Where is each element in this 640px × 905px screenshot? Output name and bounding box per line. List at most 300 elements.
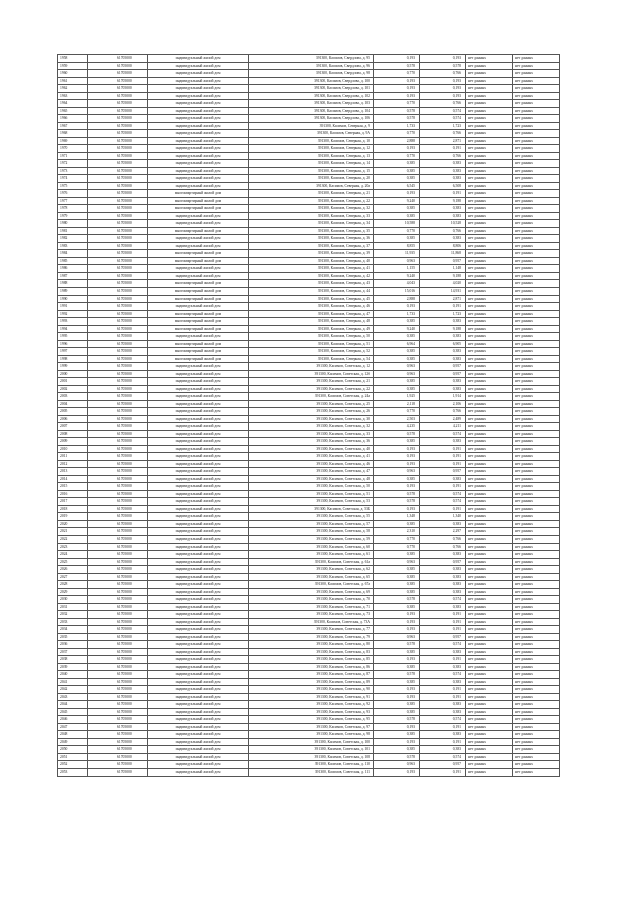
cell-row-number: 2036 — [58, 641, 88, 649]
cell-value-1: 0,193 — [374, 453, 420, 461]
cell-building-type: индивидуальный жилой дом — [148, 528, 249, 536]
table-row — [58, 265, 560, 273]
cell-status-2: нет данных — [513, 663, 560, 671]
cell-status-1: нет данных — [466, 498, 513, 506]
cell-address: 391300, Касимов, Северная, д. 39 — [249, 250, 374, 258]
cell-row-number: 2002 — [58, 385, 88, 393]
cell-building-type: индивидуальный жилой дом — [148, 761, 249, 769]
table-row — [58, 175, 560, 183]
cell-value-2: 0,574 — [420, 498, 466, 506]
cell-building-type: индивидуальный жилой дом — [148, 716, 249, 724]
cell-building-type: многоквартирный жилой дом — [148, 348, 249, 356]
cell-value-2: 0,766 — [420, 536, 466, 544]
cell-status-1: нет данных — [466, 438, 513, 446]
cell-row-number: 1962 — [58, 85, 88, 93]
cell-value-1: 0,770 — [374, 543, 420, 551]
cell-value-2: 0,383 — [420, 348, 466, 356]
cell-address: 391300, Касимов, Свердлова, д. 100 — [249, 77, 374, 85]
cell-address: 391300, Касимов, Советская, д. 53 — [249, 498, 374, 506]
cell-oktmo-code: 61705000 — [88, 723, 148, 731]
cell-oktmo-code: 61705000 — [88, 287, 148, 295]
cell-value-2: 2,871 — [420, 295, 466, 303]
cell-address: 391300, Касимов, Советская, д. 25 — [249, 400, 374, 408]
cell-status-1: нет данных — [466, 250, 513, 258]
cell-status-2: нет данных — [513, 498, 560, 506]
cell-row-number: 2010 — [58, 445, 88, 453]
cell-oktmo-code: 61705000 — [88, 611, 148, 619]
cell-value-1: 0,963 — [374, 761, 420, 769]
cell-status-1: нет данных — [466, 596, 513, 604]
cell-value-2: 1,914 — [420, 393, 466, 401]
cell-value-2: 0,766 — [420, 543, 466, 551]
cell-oktmo-code: 61705000 — [88, 257, 148, 265]
cell-value-2: 0,383 — [420, 731, 466, 739]
cell-value-1: 2,310 — [374, 528, 420, 536]
cell-row-number: 2024 — [58, 551, 88, 559]
cell-status-1: нет данных — [466, 453, 513, 461]
table-row — [58, 648, 560, 656]
cell-oktmo-code: 61705000 — [88, 115, 148, 123]
cell-building-type: индивидуальный жилой дом — [148, 333, 249, 341]
cell-status-1: нет данных — [466, 468, 513, 476]
cell-oktmo-code: 61705000 — [88, 85, 148, 93]
cell-row-number: 1986 — [58, 265, 88, 273]
cell-row-number: 1999 — [58, 363, 88, 371]
table-row — [58, 378, 560, 386]
cell-value-1: 0,385 — [374, 212, 420, 220]
cell-value-1: 0,193 — [374, 145, 420, 153]
cell-value-1: 0,385 — [374, 603, 420, 611]
cell-status-2: нет данных — [513, 611, 560, 619]
cell-status-2: нет данных — [513, 633, 560, 641]
cell-status-2: нет данных — [513, 130, 560, 138]
cell-row-number: 1971 — [58, 152, 88, 160]
cell-address: 391300, Касимов, Северная, д. 35 — [249, 227, 374, 235]
table-row — [58, 475, 560, 483]
table-row — [58, 528, 560, 536]
cell-oktmo-code: 61705000 — [88, 272, 148, 280]
cell-oktmo-code: 61705000 — [88, 581, 148, 589]
cell-row-number: 2040 — [58, 671, 88, 679]
cell-status-2: нет данных — [513, 468, 560, 476]
table-row — [58, 235, 560, 243]
cell-building-type: индивидуальный жилой дом — [148, 566, 249, 574]
cell-building-type: индивидуальный жилой дом — [148, 137, 249, 145]
cell-value-1: 0,578 — [374, 115, 420, 123]
cell-status-1: нет данных — [466, 768, 513, 776]
cell-address: 391300, Касимов, Свердлова, д. 103 — [249, 100, 374, 108]
cell-oktmo-code: 61705000 — [88, 505, 148, 513]
cell-address: 391300, Касимов, Советская, д. 73А — [249, 618, 374, 626]
cell-building-type: индивидуальный жилой дом — [148, 505, 249, 513]
cell-address: 391300, Касимов, Советская, д. 36 — [249, 438, 374, 446]
cell-address: 391300, Касимов, Северная, д. 22 — [249, 197, 374, 205]
table-row — [58, 355, 560, 363]
cell-building-type: индивидуальный жилой дом — [148, 438, 249, 446]
cell-value-1: 0,578 — [374, 641, 420, 649]
cell-address: 391300, Касимов, Советская, д. 101 — [249, 746, 374, 754]
cell-row-number: 2001 — [58, 378, 88, 386]
cell-oktmo-code: 61705000 — [88, 468, 148, 476]
cell-value-2: 0,383 — [420, 378, 466, 386]
cell-oktmo-code: 61705000 — [88, 130, 148, 138]
cell-building-type: индивидуальный жилой дом — [148, 62, 249, 70]
cell-value-1: 6,964 — [374, 340, 420, 348]
cell-status-2: нет данных — [513, 310, 560, 318]
cell-row-number: 2019 — [58, 513, 88, 521]
cell-status-1: нет данных — [466, 280, 513, 288]
cell-status-2: нет данных — [513, 175, 560, 183]
cell-status-2: нет данных — [513, 731, 560, 739]
table-row — [58, 663, 560, 671]
cell-status-2: нет данных — [513, 287, 560, 295]
cell-value-2: 0,191 — [420, 460, 466, 468]
cell-status-1: нет данных — [466, 287, 513, 295]
cell-oktmo-code: 61705000 — [88, 408, 148, 416]
cell-address: 391300, Касимов, Свердлова, д. 98 — [249, 70, 374, 78]
cell-value-1: 0,578 — [374, 62, 420, 70]
cell-building-type: многоквартирный жилой дом — [148, 310, 249, 318]
cell-oktmo-code: 61705000 — [88, 588, 148, 596]
cell-oktmo-code: 61705000 — [88, 242, 148, 250]
cell-building-type: индивидуальный жилой дом — [148, 588, 249, 596]
cell-row-number: 1974 — [58, 175, 88, 183]
cell-address: 391300, Касимов, Северная, д. 12 — [249, 145, 374, 153]
cell-row-number: 2044 — [58, 701, 88, 709]
cell-value-1: 0,385 — [374, 746, 420, 754]
cell-building-type: многоквартирный жилой дом — [148, 287, 249, 295]
cell-building-type: индивидуальный жилой дом — [148, 385, 249, 393]
cell-value-2: 0,383 — [420, 205, 466, 213]
cell-row-number: 1979 — [58, 212, 88, 220]
cell-value-2: 0,383 — [420, 701, 466, 709]
cell-status-2: нет данных — [513, 528, 560, 536]
cell-oktmo-code: 61705000 — [88, 490, 148, 498]
cell-oktmo-code: 61705000 — [88, 167, 148, 175]
cell-row-number: 2035 — [58, 633, 88, 641]
table-row — [58, 100, 560, 108]
cell-oktmo-code: 61705000 — [88, 566, 148, 574]
cell-status-2: нет данных — [513, 145, 560, 153]
cell-value-2: 0,766 — [420, 100, 466, 108]
table-row — [58, 588, 560, 596]
cell-status-1: нет данных — [466, 333, 513, 341]
cell-value-2: 0,383 — [420, 333, 466, 341]
cell-status-1: нет данных — [466, 723, 513, 731]
table-row — [58, 137, 560, 145]
cell-status-2: нет данных — [513, 70, 560, 78]
cell-value-1: 15,016 — [374, 287, 420, 295]
table-row — [58, 318, 560, 326]
cell-status-1: нет данных — [466, 588, 513, 596]
cell-row-number: 1992 — [58, 310, 88, 318]
cell-building-type: индивидуальный жилой дом — [148, 686, 249, 694]
cell-value-1: 4,043 — [374, 280, 420, 288]
cell-oktmo-code: 61705000 — [88, 107, 148, 115]
table-row — [58, 445, 560, 453]
cell-value-2: 0,191 — [420, 693, 466, 701]
cell-status-2: нет данных — [513, 378, 560, 386]
cell-building-type: многоквартирный жилой дом — [148, 257, 249, 265]
table-row — [58, 430, 560, 438]
cell-status-2: нет данных — [513, 295, 560, 303]
cell-status-2: нет данных — [513, 220, 560, 228]
cell-value-1: 11,935 — [374, 250, 420, 258]
cell-status-2: нет данных — [513, 363, 560, 371]
cell-value-1: 0,385 — [374, 708, 420, 716]
cell-value-2: 0,574 — [420, 641, 466, 649]
cell-value-1: 10,588 — [374, 220, 420, 228]
cell-value-2: 0,191 — [420, 768, 466, 776]
cell-value-2: 0,578 — [420, 62, 466, 70]
cell-building-type: индивидуальный жилой дом — [148, 731, 249, 739]
cell-value-2: 0,957 — [420, 633, 466, 641]
cell-address: 391300, Касимов, Северная, д. 46 — [249, 303, 374, 311]
cell-status-2: нет данных — [513, 100, 560, 108]
cell-address: 391300, Касимов, Советская, д. 95 — [249, 716, 374, 724]
cell-building-type: индивидуальный жилой дом — [148, 182, 249, 190]
cell-status-1: нет данных — [466, 483, 513, 491]
cell-address: 391300, Касимов, Советская, д. 21 — [249, 378, 374, 386]
cell-value-2: 0,383 — [420, 385, 466, 393]
cell-status-1: нет данных — [466, 220, 513, 228]
cell-status-2: нет данных — [513, 588, 560, 596]
cell-value-2: 2,297 — [420, 528, 466, 536]
cell-value-2: 0,766 — [420, 152, 466, 160]
cell-value-1: 0,193 — [374, 303, 420, 311]
table-row — [58, 55, 560, 63]
cell-oktmo-code: 61705000 — [88, 92, 148, 100]
cell-building-type: индивидуальный жилой дом — [148, 130, 249, 138]
table-row — [58, 768, 560, 776]
cell-value-2: 6,508 — [420, 182, 466, 190]
cell-status-1: нет данных — [466, 505, 513, 513]
cell-value-1: 0,385 — [374, 678, 420, 686]
cell-building-type: индивидуальный жилой дом — [148, 107, 249, 115]
cell-status-2: нет данных — [513, 408, 560, 416]
cell-status-2: нет данных — [513, 753, 560, 761]
table-row — [58, 363, 560, 371]
cell-value-1: 1,155 — [374, 265, 420, 273]
cell-row-number: 1993 — [58, 318, 88, 326]
cell-row-number: 2025 — [58, 558, 88, 566]
cell-row-number: 2018 — [58, 505, 88, 513]
cell-address: 391300, Касимов, Северная, д. 49 — [249, 325, 374, 333]
table-row — [58, 761, 560, 769]
cell-value-2: 0,383 — [420, 355, 466, 363]
cell-building-type: индивидуальный жилой дом — [148, 70, 249, 78]
table-row — [58, 287, 560, 295]
cell-value-1: 0,578 — [374, 430, 420, 438]
table-row — [58, 182, 560, 190]
table-row — [58, 468, 560, 476]
cell-row-number: 1960 — [58, 70, 88, 78]
cell-value-2: 0,383 — [420, 663, 466, 671]
cell-status-1: нет данных — [466, 62, 513, 70]
cell-value-1: 0,193 — [374, 445, 420, 453]
cell-building-type: индивидуальный жилой дом — [148, 445, 249, 453]
cell-address: 391300, Касимов, Северная, д. 42 — [249, 272, 374, 280]
cell-value-2: 0,191 — [420, 303, 466, 311]
cell-oktmo-code: 61705000 — [88, 648, 148, 656]
cell-status-1: нет данных — [466, 618, 513, 626]
cell-value-1: 0,385 — [374, 160, 420, 168]
cell-oktmo-code: 61705000 — [88, 333, 148, 341]
cell-building-type: многоквартирный жилой дом — [148, 280, 249, 288]
cell-status-2: нет данных — [513, 716, 560, 724]
table-row — [58, 423, 560, 431]
cell-building-type: индивидуальный жилой дом — [148, 85, 249, 93]
table-row — [58, 408, 560, 416]
cell-value-2: 0,191 — [420, 626, 466, 634]
cell-value-2: 0,191 — [420, 445, 466, 453]
cell-status-2: нет данных — [513, 738, 560, 746]
cell-row-number: 2051 — [58, 753, 88, 761]
table-row — [58, 62, 560, 70]
cell-status-2: нет данных — [513, 400, 560, 408]
cell-address: 391300, Касимов, Северная, д. 32 — [249, 205, 374, 213]
cell-status-2: нет данных — [513, 205, 560, 213]
cell-address: 391300, Касимов, Советская, д. 47 — [249, 468, 374, 476]
cell-value-2: 0,957 — [420, 257, 466, 265]
cell-row-number: 2013 — [58, 468, 88, 476]
cell-oktmo-code: 61705000 — [88, 310, 148, 318]
cell-building-type: индивидуальный жилой дом — [148, 430, 249, 438]
cell-status-2: нет данных — [513, 423, 560, 431]
cell-row-number: 1970 — [58, 145, 88, 153]
cell-status-2: нет данных — [513, 348, 560, 356]
cell-status-2: нет данных — [513, 438, 560, 446]
cell-status-2: нет данных — [513, 678, 560, 686]
table-row — [58, 505, 560, 513]
cell-oktmo-code: 61705000 — [88, 761, 148, 769]
cell-value-2: 0,383 — [420, 566, 466, 574]
cell-value-2: 0,191 — [420, 723, 466, 731]
cell-building-type: индивидуальный жилой дом — [148, 145, 249, 153]
cell-address: 391300, Касимов, Северная, д. 33 — [249, 212, 374, 220]
cell-value-2: 0,574 — [420, 430, 466, 438]
cell-building-type: индивидуальный жилой дом — [148, 468, 249, 476]
cell-oktmo-code: 61705000 — [88, 520, 148, 528]
table-row — [58, 618, 560, 626]
cell-value-1: 0,193 — [374, 505, 420, 513]
cell-row-number: 1966 — [58, 115, 88, 123]
cell-value-2: 2,489 — [420, 415, 466, 423]
cell-status-2: нет данных — [513, 212, 560, 220]
cell-oktmo-code: 61705000 — [88, 731, 148, 739]
cell-building-type: индивидуальный жилой дом — [148, 738, 249, 746]
cell-status-2: нет данных — [513, 355, 560, 363]
cell-building-type: индивидуальный жилой дом — [148, 573, 249, 581]
cell-status-1: нет данных — [466, 581, 513, 589]
cell-oktmo-code: 61705000 — [88, 686, 148, 694]
cell-address: 391300, Касимов, Советская, д. 92 — [249, 701, 374, 709]
cell-oktmo-code: 61705000 — [88, 175, 148, 183]
cell-value-1: 0,193 — [374, 460, 420, 468]
cell-status-2: нет данных — [513, 558, 560, 566]
cell-address: 391300, Касимов, Советская, д. 12 — [249, 363, 374, 371]
cell-address: 391300, Касимов, Советская, д. 57 — [249, 520, 374, 528]
cell-building-type: индивидуальный жилой дом — [148, 551, 249, 559]
cell-status-1: нет данных — [466, 212, 513, 220]
table-row — [58, 122, 560, 130]
cell-building-type: многоквартирный жилой дом — [148, 340, 249, 348]
cell-value-2: 0,383 — [420, 438, 466, 446]
cell-status-2: нет данных — [513, 708, 560, 716]
table-row — [58, 212, 560, 220]
cell-oktmo-code: 61705000 — [88, 573, 148, 581]
table-row — [58, 272, 560, 280]
cell-value-2: 0,191 — [420, 618, 466, 626]
cell-value-1: 0,385 — [374, 333, 420, 341]
cell-value-1: 0,385 — [374, 385, 420, 393]
cell-row-number: 1987 — [58, 272, 88, 280]
cell-status-2: нет данных — [513, 536, 560, 544]
cell-building-type: индивидуальный жилой дом — [148, 363, 249, 371]
cell-status-1: нет данных — [466, 708, 513, 716]
cell-status-2: нет данных — [513, 641, 560, 649]
cell-value-1: 0,385 — [374, 438, 420, 446]
cell-address: 391300, Касимов, Советская, д. 61а — [249, 558, 374, 566]
cell-value-2: 0,383 — [420, 603, 466, 611]
cell-oktmo-code: 61705000 — [88, 363, 148, 371]
cell-building-type: индивидуальный жилой дом — [148, 408, 249, 416]
cell-status-1: нет данных — [466, 295, 513, 303]
cell-value-1: 0,963 — [374, 370, 420, 378]
cell-oktmo-code: 61705000 — [88, 445, 148, 453]
cell-status-1: нет данных — [466, 137, 513, 145]
cell-row-number: 2047 — [58, 723, 88, 731]
cell-value-2: 8,806 — [420, 242, 466, 250]
table-row — [58, 393, 560, 401]
cell-value-2: 0,766 — [420, 408, 466, 416]
cell-value-1: 0,193 — [374, 693, 420, 701]
cell-status-1: нет данных — [466, 85, 513, 93]
cell-oktmo-code: 61705000 — [88, 70, 148, 78]
cell-status-2: нет данных — [513, 573, 560, 581]
cell-address: 391300, Касимов, Северная, д. 13 — [249, 152, 374, 160]
cell-oktmo-code: 61705000 — [88, 753, 148, 761]
cell-value-2: 0,191 — [420, 505, 466, 513]
cell-status-1: нет данных — [466, 77, 513, 85]
cell-row-number: 2038 — [58, 656, 88, 664]
cell-status-1: нет данных — [466, 257, 513, 265]
cell-oktmo-code: 61705000 — [88, 693, 148, 701]
cell-value-1: 0,963 — [374, 558, 420, 566]
cell-building-type: индивидуальный жилой дом — [148, 693, 249, 701]
cell-value-1: 6,545 — [374, 182, 420, 190]
cell-building-type: индивидуальный жилой дом — [148, 581, 249, 589]
cell-address: 391300, Касимов, Советская, д. 73 — [249, 611, 374, 619]
cell-address: 391300, Касимов, Советская, д. 111 — [249, 768, 374, 776]
cell-status-2: нет данных — [513, 723, 560, 731]
cell-status-1: нет данных — [466, 325, 513, 333]
cell-oktmo-code: 61705000 — [88, 280, 148, 288]
cell-value-2: 1,148 — [420, 265, 466, 273]
cell-address: 391300, Касимов, Северная, д. 40 — [249, 257, 374, 265]
cell-value-2: 0,383 — [420, 678, 466, 686]
table-row — [58, 483, 560, 491]
cell-status-1: нет данных — [466, 152, 513, 160]
cell-row-number: 2011 — [58, 453, 88, 461]
cell-row-number: 2029 — [58, 588, 88, 596]
cell-status-2: нет данных — [513, 430, 560, 438]
cell-address: 391300, Касимов, Советская, д. 110 — [249, 761, 374, 769]
cell-value-1: 0,193 — [374, 626, 420, 634]
cell-status-1: нет данных — [466, 656, 513, 664]
cell-row-number: 1965 — [58, 107, 88, 115]
table-row — [58, 167, 560, 175]
